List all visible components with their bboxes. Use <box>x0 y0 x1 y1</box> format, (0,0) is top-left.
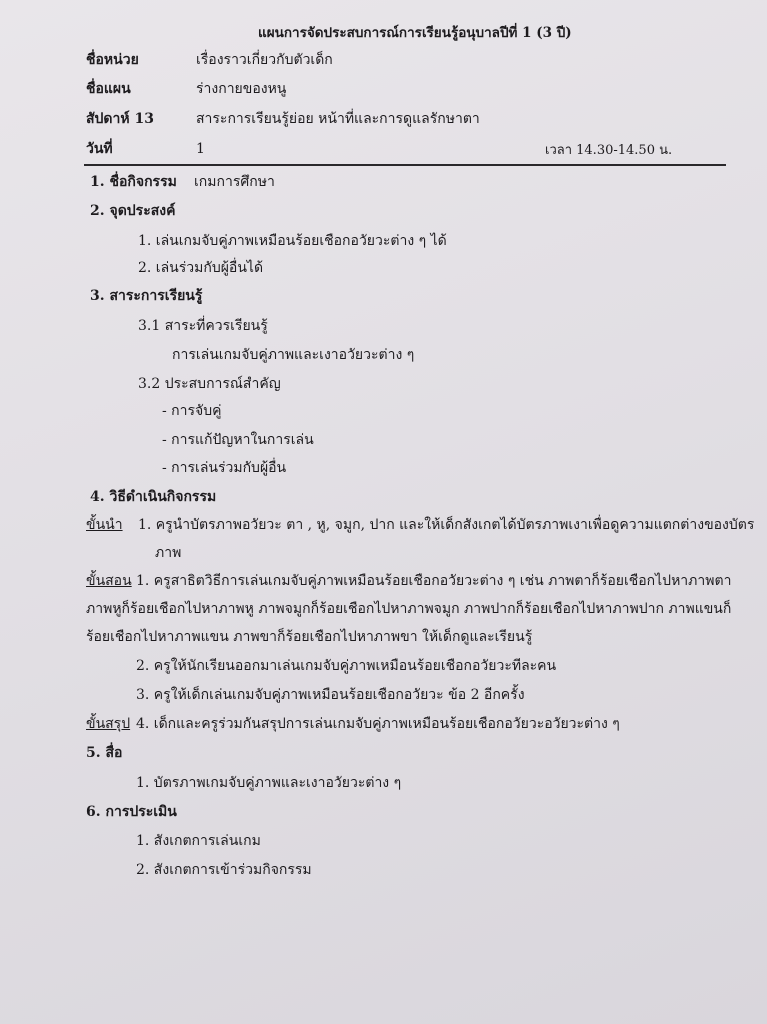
experience-item: - การแก้ปัญหาในการเล่น <box>162 432 314 448</box>
section-1-heading: 1. ชื่อกิจกรรม <box>90 174 177 190</box>
day-value: 1 <box>196 141 205 157</box>
intro-stage-line: ภาพ <box>155 545 182 561</box>
unit-label: ชื่อหน่วย <box>86 52 139 68</box>
media-item: 1. บัตรภาพเกมจับคู่ภาพและเงาอวัยวะต่าง ๆ <box>136 775 402 791</box>
subsection-3-2-heading: 3.2 ประสบการณ์สำคัญ <box>138 376 281 392</box>
document-title: แผนการจัดประสบการณ์การเรียนรู้อนุบาลปีที่ 1 (3 ปี) <box>258 25 572 41</box>
teaching-stage-label: ขั้นสอน <box>86 573 132 589</box>
section-4-heading: 4. วิธีดำเนินกิจกรรม <box>90 489 217 505</box>
day-label: วันที่ <box>86 141 113 157</box>
teaching-stage-line: 1. ครูสาธิตวิธีการเล่นเกมจับคู่ภาพเหมือนร้อยเชือกอวัยวะต่าง ๆ เช่น ภาพตาก็ร้อยเชือกไปหาภาพตา <box>136 573 732 589</box>
week-value: สาระการเรียนรู้ย่อย หน้าที่และการดูแลรักษาตา <box>196 111 480 127</box>
evaluation-item: 1. สังเกตการเล่นเกม <box>136 833 261 849</box>
objective-item: 2. เล่นร่วมกับผู้อื่นได้ <box>138 260 264 276</box>
subsection-3-1-heading: 3.1 สาระที่ควรเรียนรู้ <box>138 318 268 334</box>
section-6-heading: 6. การประเมิน <box>86 804 177 820</box>
subsection-3-1-text: การเล่นเกมจับคู่ภาพและเงาอวัยวะต่าง ๆ <box>172 347 415 363</box>
time-text: เวลา 14.30-14.50 น. <box>545 143 673 158</box>
header-divider <box>84 164 726 166</box>
week-label: สัปดาห์ 13 <box>86 111 154 127</box>
experience-item: - การจับคู่ <box>162 403 222 419</box>
plan-label: ชื่อแผน <box>86 81 131 97</box>
section-1-value: เกมการศึกษา <box>194 174 275 190</box>
teaching-stage-line: ร้อยเชือกไปหาภาพแขน ภาพขาก็ร้อยเชือกไปหาภาพขา ให้เด็กดูและเรียนรู้ <box>86 629 533 645</box>
evaluation-item: 2. สังเกตการเข้าร่วมกิจกรรม <box>136 862 312 878</box>
summary-stage-text: 4. เด็กและครูร่วมกันสรุปการเล่นเกมจับคู่ภาพเหมือนร้อยเชือกอวัยวะอวัยวะต่าง ๆ <box>136 716 620 732</box>
objective-item: 1. เล่นเกมจับคู่ภาพเหมือนร้อยเชือกอวัยวะต่าง ๆ ได้ <box>138 233 447 249</box>
plan-value: ร่างกายของหนู <box>196 81 287 97</box>
intro-stage-line: 1. ครูนำบัตรภาพอวัยวะ ตา , หู, จมูก, ปาก และให้เด็กสังเกตได้บัตรภาพเงาเพื่อดูความแตกต่างของบัตร <box>138 517 755 533</box>
experience-item: - การเล่นร่วมกับผู้อื่น <box>162 460 287 476</box>
intro-stage-label: ขั้นนำ <box>86 517 123 533</box>
summary-stage-label: ขั้นสรุป <box>86 716 131 732</box>
unit-value: เรื่องราวเกี่ยวกับตัวเด็ก <box>196 52 333 68</box>
teaching-stage-item: 3. ครูให้เด็กเล่นเกมจับคู่ภาพเหมือนร้อยเชือกอวัยวะ ข้อ 2 อีกครั้ง <box>136 687 525 703</box>
teaching-stage-line: ภาพหูก็ร้อยเชือกไปหาภาพหู ภาพจมูกก็ร้อยเชือกไปหาภาพจมูก ภาพปากก็ร้อยเชือกไปหาภาพปาก ภาพแขนก็ <box>86 601 732 617</box>
teaching-stage-item: 2. ครูให้นักเรียนออกมาเล่นเกมจับคู่ภาพเหมือนร้อยเชือกอวัยวะทีละคน <box>136 658 557 674</box>
section-3-heading: 3. สาระการเรียนรู้ <box>90 288 203 304</box>
section-5-heading: 5. สื่อ <box>86 745 123 761</box>
section-2-heading: 2. จุดประสงค์ <box>90 203 176 219</box>
